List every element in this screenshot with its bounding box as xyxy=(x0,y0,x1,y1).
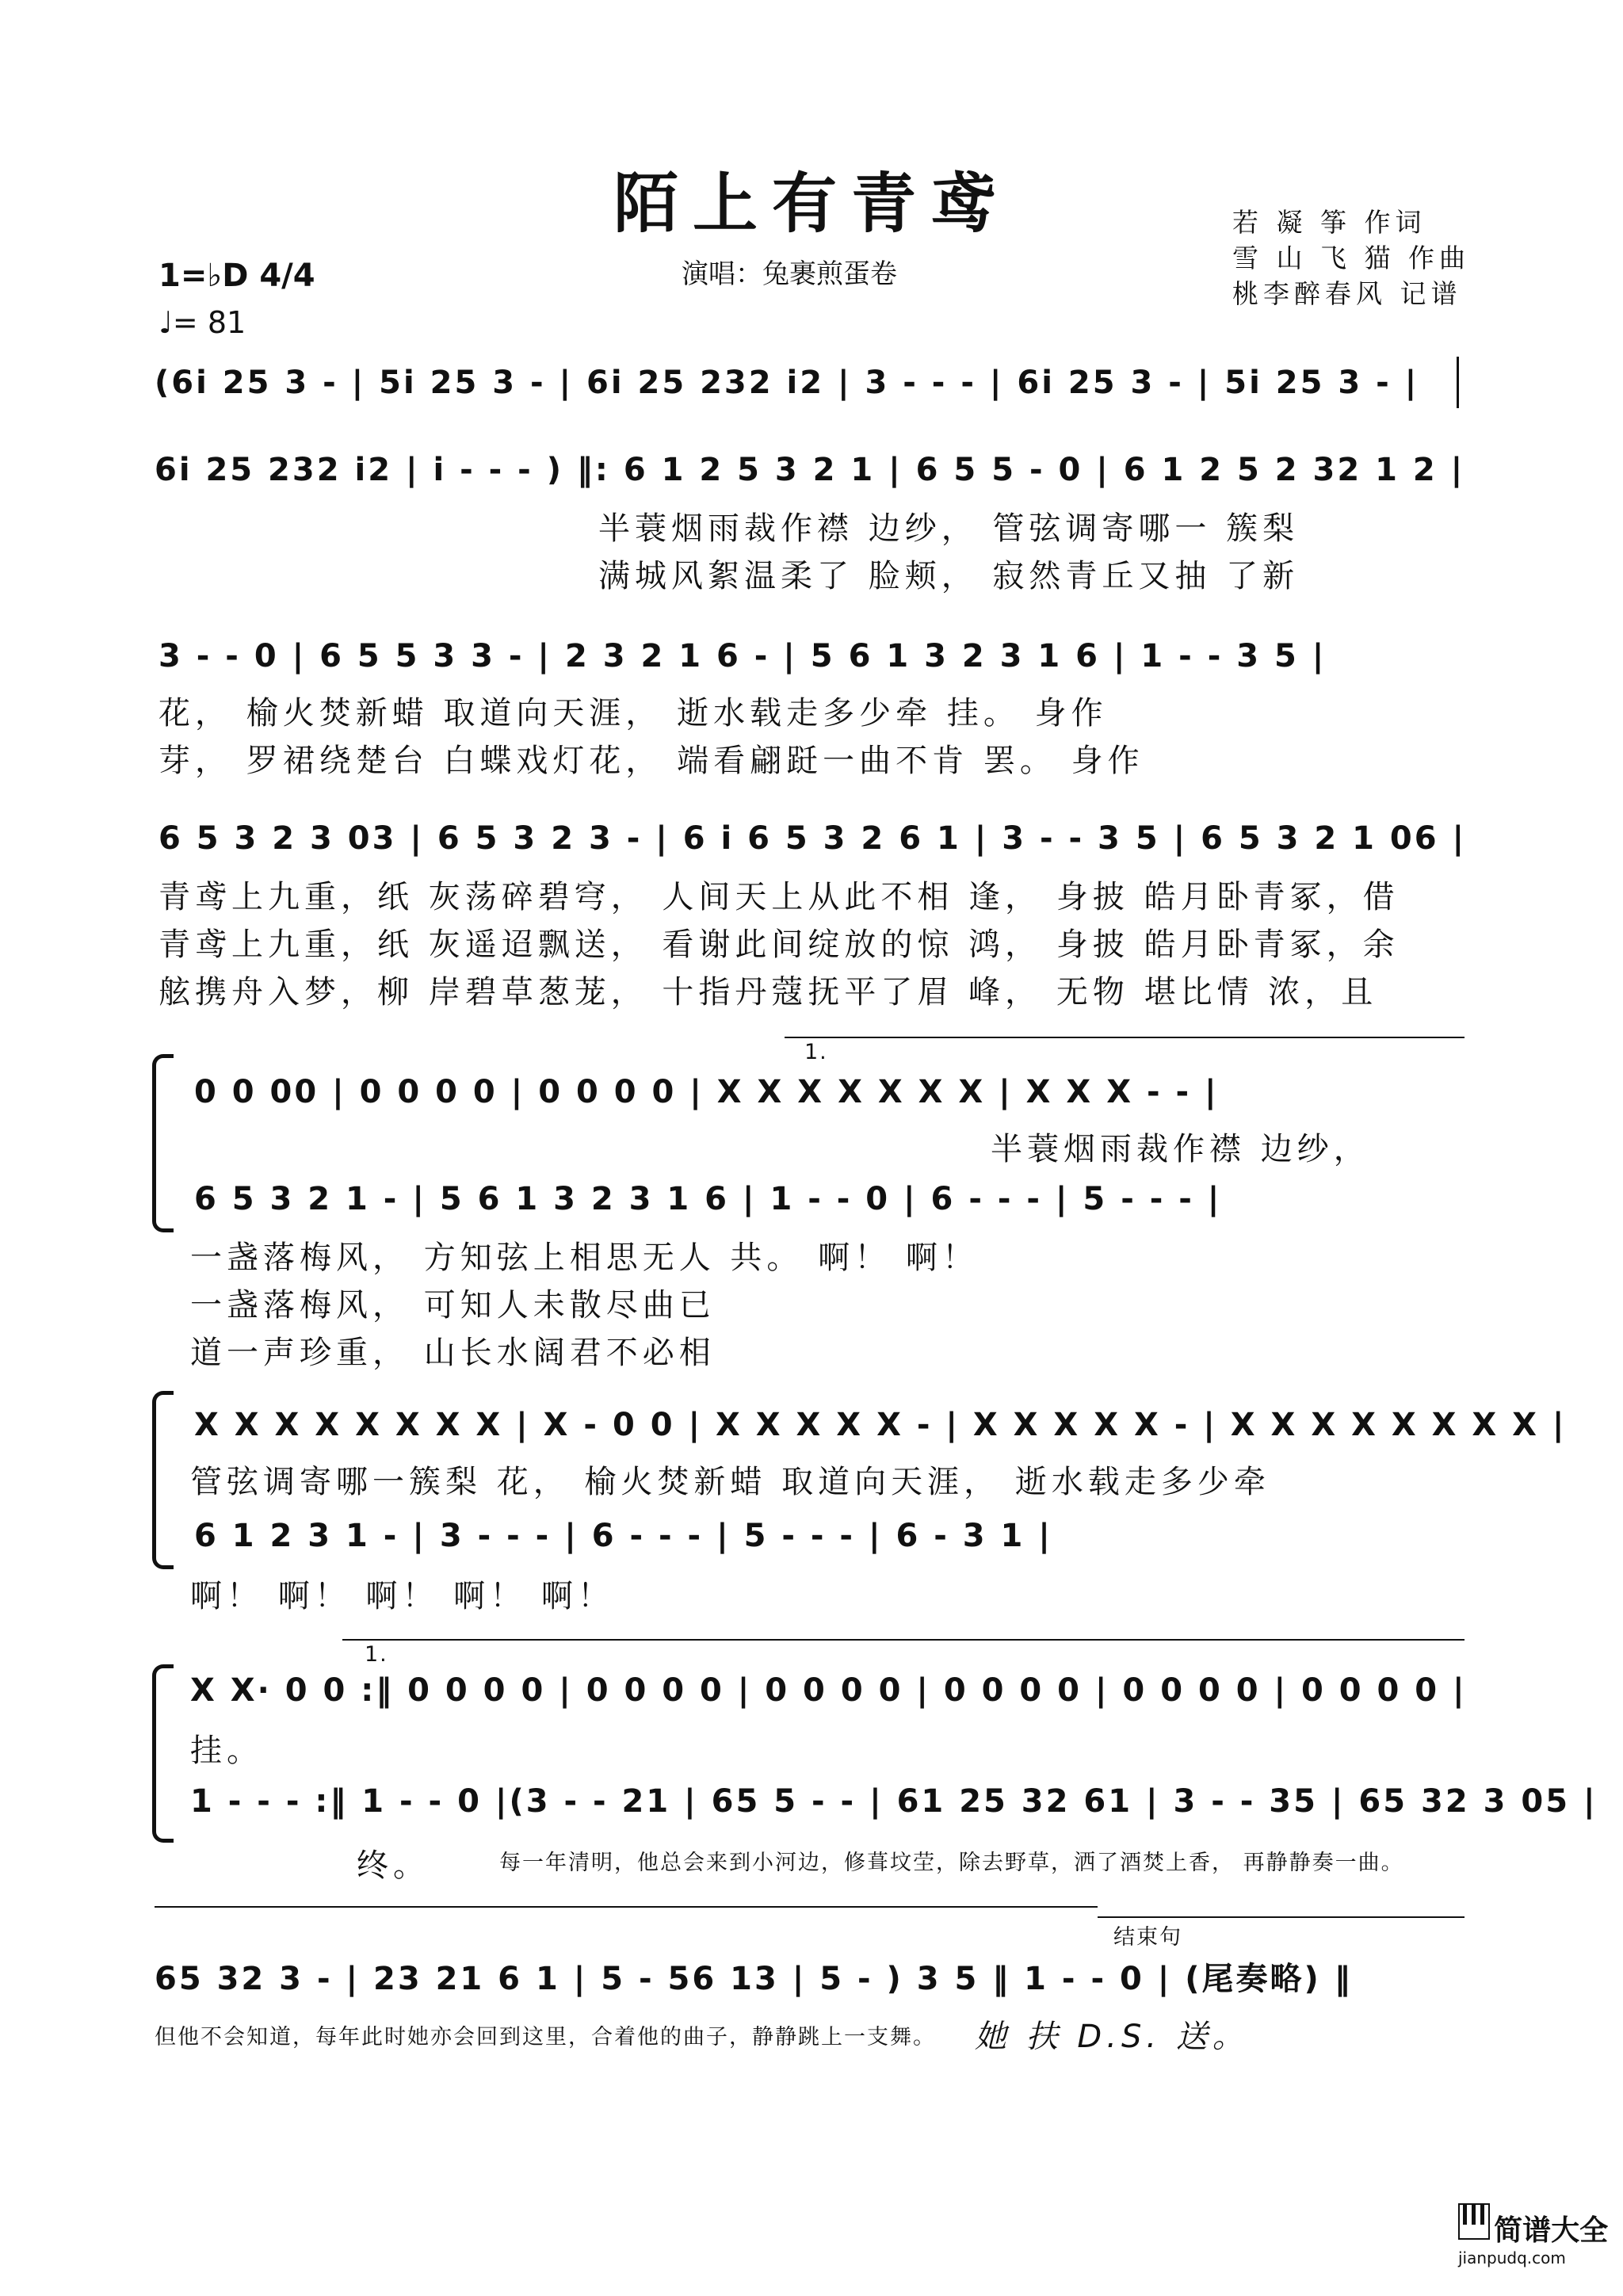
system-brace xyxy=(152,1664,174,1843)
tempo-mark: ♩= 81 xyxy=(158,305,246,340)
system2-top-lyrics: 管弦调寄哪一簇梨 花， 榆火焚新蜡 取道向天涯， 逝水载走多少牵 xyxy=(190,1464,1270,1500)
system2-bottom-lyrics: 啊！ 啊！ 啊！ 啊！ 啊！ xyxy=(190,1578,614,1614)
notation-line-2: 6i 25 232 i2 | i - - - ) ‖: 6 1 2 5 3 2 1 | 6 5 5 - 0 | 6 1 2 5 2 32 1 2 | xyxy=(155,452,1465,488)
system3-top-lyrics: 挂。 xyxy=(190,1733,263,1769)
volta-bracket xyxy=(785,1037,1465,1038)
narration-1: 每一年清明，他总会来到小河边，修葺坟茔，除去野草，洒了酒焚上香， 再静静奏一曲。 xyxy=(499,1851,1404,1875)
system1-lyric-a: 一盏落梅风， 方知弦上相思无人 共。 啊！ 啊！ xyxy=(190,1240,979,1276)
singer-credit: 演唱：兔裹煎蛋卷 xyxy=(682,258,897,290)
system1-top-lyrics: 半蓑烟雨裁作襟 边纱， xyxy=(991,1131,1370,1167)
barline xyxy=(1457,357,1459,408)
narration-2: 但他不会知道，每年此时她亦会回到这里，合着他的曲子，静静跳上一支舞。 xyxy=(155,2025,936,2050)
lyric-line-4a: 青鸢上九重，纸 灰荡碎碧穹， 人间天上从此不相 逢， 身披 皓月卧青冢，借 xyxy=(158,879,1400,915)
ending-label: 结束句 xyxy=(1113,1925,1182,1950)
notation-line-3: 3 - - 0 | 6 5 5 3 3 - | 2 3 2 1 6 - | 5 6 1 3 2 3 1 6 | 1 - - 3 5 | xyxy=(158,638,1327,674)
lyric-line-4c: 舷携舟入梦，柳 岸碧草葱茏， 十指丹蔻抚平了眉 峰， 无物 堪比情 浓，且 xyxy=(158,974,1378,1010)
system1-lyric-c: 道一声珍重， 山长水阔君不必相 xyxy=(190,1335,716,1371)
logo-name: 简谱大全 xyxy=(1494,2214,1609,2247)
system3-end-lyric: 终。 xyxy=(357,1847,430,1884)
system1-bottom-notes: 6 5 3 2 1 - | 5 6 1 3 2 3 1 6 | 1 - - 0 | 6 - - - | 5 - - - | xyxy=(194,1181,1222,1217)
lyric-line-2a: 半蓑烟雨裁作襟 边纱， 管弦调寄哪一 簇梨 xyxy=(598,510,1300,547)
page-title: 陌上有青鸢 xyxy=(613,166,1010,242)
system1-top-notes: 0 0 00 | 0 0 0 0 | 0 0 0 0 | X X X X X X X | X X X - - | xyxy=(194,1074,1219,1110)
watermark-logo xyxy=(1458,2203,1608,2267)
coda-mark: 她 扶 D.S. 送。 xyxy=(975,2019,1249,2055)
volta-label: 1. xyxy=(365,1642,388,1667)
lyric-line-4b: 青鸢上九重，纸 灰遥迢飘送， 看谢此间绽放的惊 鸿， 身披 皓月卧青冢，余 xyxy=(158,926,1400,963)
volta-label: 1. xyxy=(804,1040,828,1064)
logo-url: jianpudq.com xyxy=(1458,2248,1566,2267)
key-signature: 1=♭D 4/4 xyxy=(158,258,315,294)
system3-top-notes: X X· 0 0 :‖ 0 0 0 0 | 0 0 0 0 | 0 0 0 0 | 0 0 0 0 | 0 0 0 0 | 0 0 0 0 | xyxy=(190,1672,1467,1709)
volta-bracket xyxy=(342,1639,1465,1641)
divider xyxy=(155,1906,1098,1908)
system-brace xyxy=(152,1391,174,1569)
transcriber-credit: 桃李醉春风 记谱 xyxy=(1232,278,1462,309)
notation-line-1: (6i 25 3 - | 5i 25 3 - | 6i 25 232 i2 | 3 - - - | 6i 25 3 - | 5i 25 3 - | xyxy=(155,365,1419,401)
composer-credit: 雪 山 飞 猫 作曲 xyxy=(1232,243,1470,273)
lyricist-credit: 若 凝 筝 作词 xyxy=(1232,207,1426,238)
ending-bracket xyxy=(1098,1916,1465,1918)
system2-bottom-notes: 6 1 2 3 1 - | 3 - - - | 6 - - - | 5 - - - | 6 - 3 1 | xyxy=(194,1518,1052,1554)
last-line-notes: 65 32 3 - | 23 21 6 1 | 5 - 56 13 | 5 - ) 3 5 ‖ 1 - - 0 | (尾奏略) ‖ xyxy=(155,1961,1353,1997)
lyric-line-3b: 芽， 罗裙绕楚台 白蝶戏灯花， 端看翩跹一曲不肯 罢。 身作 xyxy=(158,743,1144,779)
notation-line-4: 6 5 3 2 3 03 | 6 5 3 2 3 - | 6 i 6 5 3 2 6 1 | 3 - - 3 5 | 6 5 3 2 1 06 | xyxy=(158,820,1467,857)
lyric-line-3a: 花， 榆火焚新蜡 取道向天涯， 逝水载走多少牵 挂。 身作 xyxy=(158,695,1108,732)
piano-icon xyxy=(1458,2203,1490,2240)
system-brace xyxy=(152,1054,174,1232)
system3-bottom-notes: 1 - - - :‖ 1 - - 0 |(3 - - 21 | 65 5 - - | 61 25 32 61 | 3 - - 35 | 65 32 3 05 | xyxy=(190,1783,1598,1820)
system1-lyric-b: 一盏落梅风， 可知人未散尽曲已 xyxy=(190,1287,716,1324)
lyric-line-2b: 满城风絮温柔了 脸颊， 寂然青丘又抽 了新 xyxy=(598,558,1300,594)
system2-top-notes: X X X X X X X X | X - 0 0 | X X X X X - | X X X X X - | X X X X X X X X | xyxy=(194,1407,1567,1443)
